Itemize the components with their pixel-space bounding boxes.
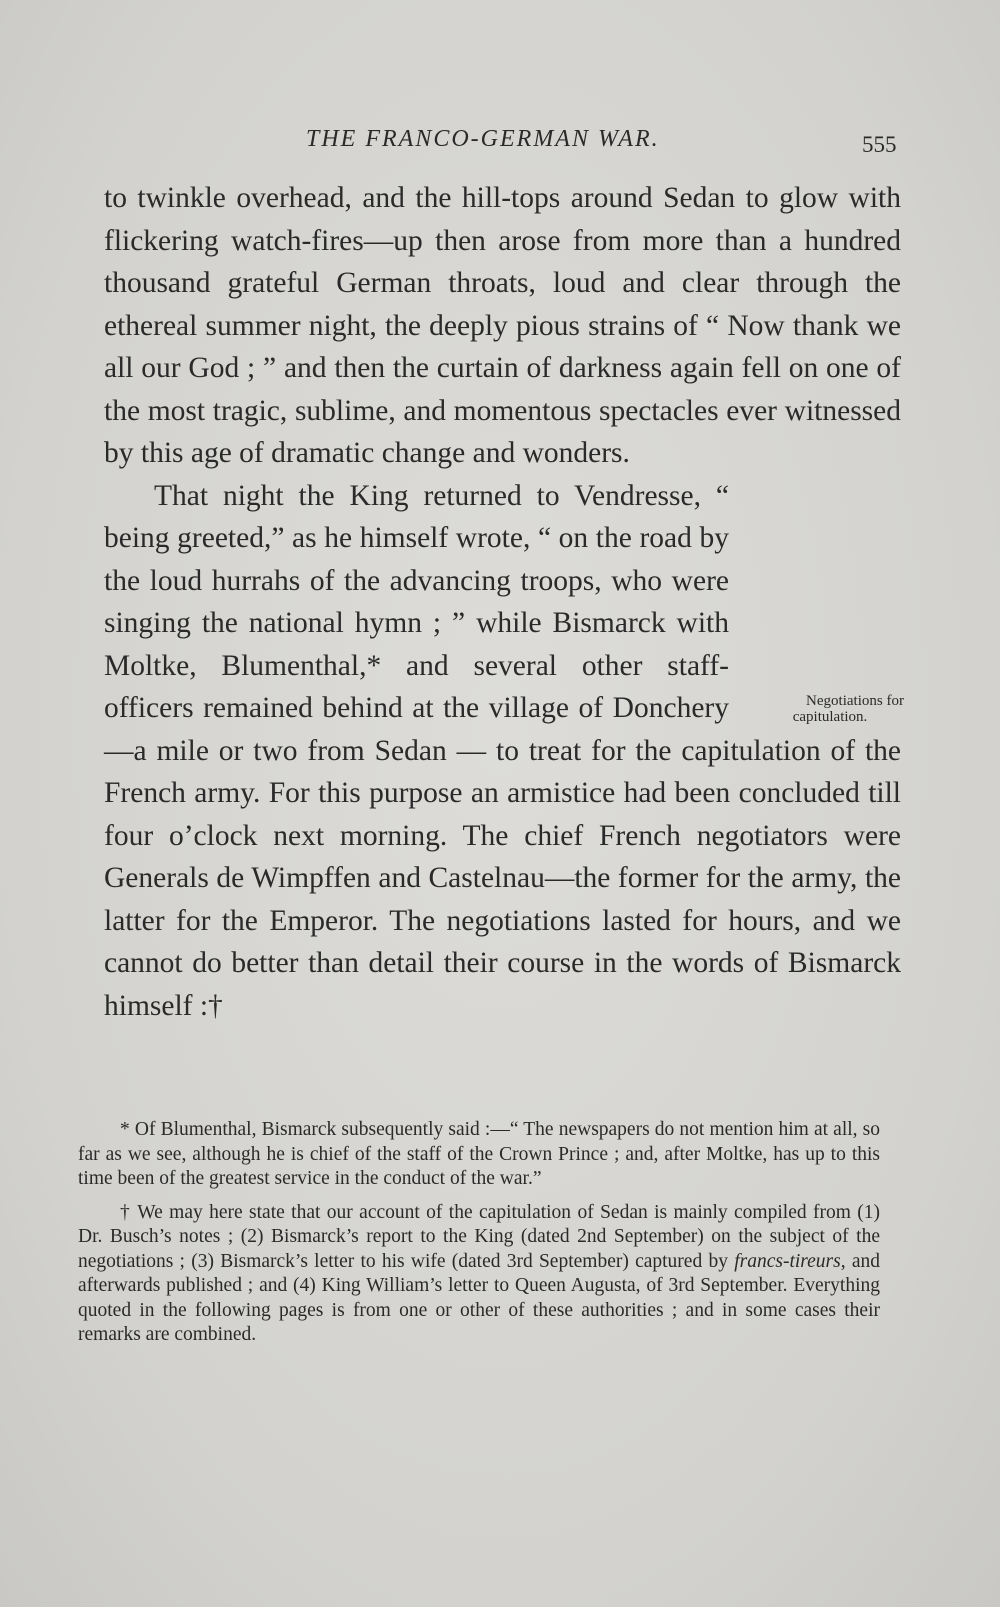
paragraph-1: to twinkle overhead, and the hill-tops around Sedan to glow with flickering watch-fires—up then arose from more than a hundred thousand grateful German throats, loud and clear through the ethereal summer night, the deeply pious strains of “ Now thank we all our God ; ” and then the curtain of darkness again fell on one of the most tragic, sublime, and momentous spectacles ever witnessed by this age of dramatic change and wonders. [104,182,901,469]
paragraph-2-text: That night the King returned to Vendresse, “ being greeted,” as he himself wrote, “ on the road by the loud hurrahs of the advancing troops, who were singing the national hymn ; ” while Bismarck with Moltke, Blumenthal,* and several other staff-officers remained behind at the village of Donchery—a mile or two from Sedan — to treat for the capitulation of the French army. For this purpose an armistice had been concluded till four o’clock next morning. The chief French negotiators were Generals de Wimpffen and Castelnau—the former for the army, the latter for the Emperor. The negotiations lasted for hours, and we cannot do better than detail their course in the words of Bismarck himself :† [104,479,901,1022]
footnote-2-italic: francs-tireurs [734,1250,841,1272]
page-header [0,124,1000,160]
page-number: 555 [862,132,897,157]
footnote-2-end: , and afterwards published ; and (4) King William’s letter to Queen Augusta, of 3rd September. Everything quoted in the following pages is from one or other of these authorities ; and in some cases their remarks are combined. [78,1250,881,1345]
main-text [104,177,904,1027]
marginal-note: Negotiations for capitulation. [792,692,904,725]
running-title: THE FRANCO-GERMAN WAR. [306,126,660,152]
footnote-1: * Of Blumenthal, Bismarck subsequently said :—“ The newspapers do not mention him at all, so far as we see, although he is chief of the staff of the Crown Prince ; and, after Moltke, has up to this time been of the greatest service in the conduct of the war.” [78,1119,880,1189]
footnotes [78,1118,880,1357]
paragraph-2 [104,475,904,1028]
footnote-2 [78,1201,880,1348]
footnote-2-start: † We may here state that our account of the capitulation of Sedan is mainly compiled from (1) Dr. Busch’s notes ; (2) Bismarck’s report to the King (dated 2nd September) on the subject of the negotiations ; (3) Bismarck’s letter to his wife (dated 3rd September) captured by [78,1201,880,1272]
